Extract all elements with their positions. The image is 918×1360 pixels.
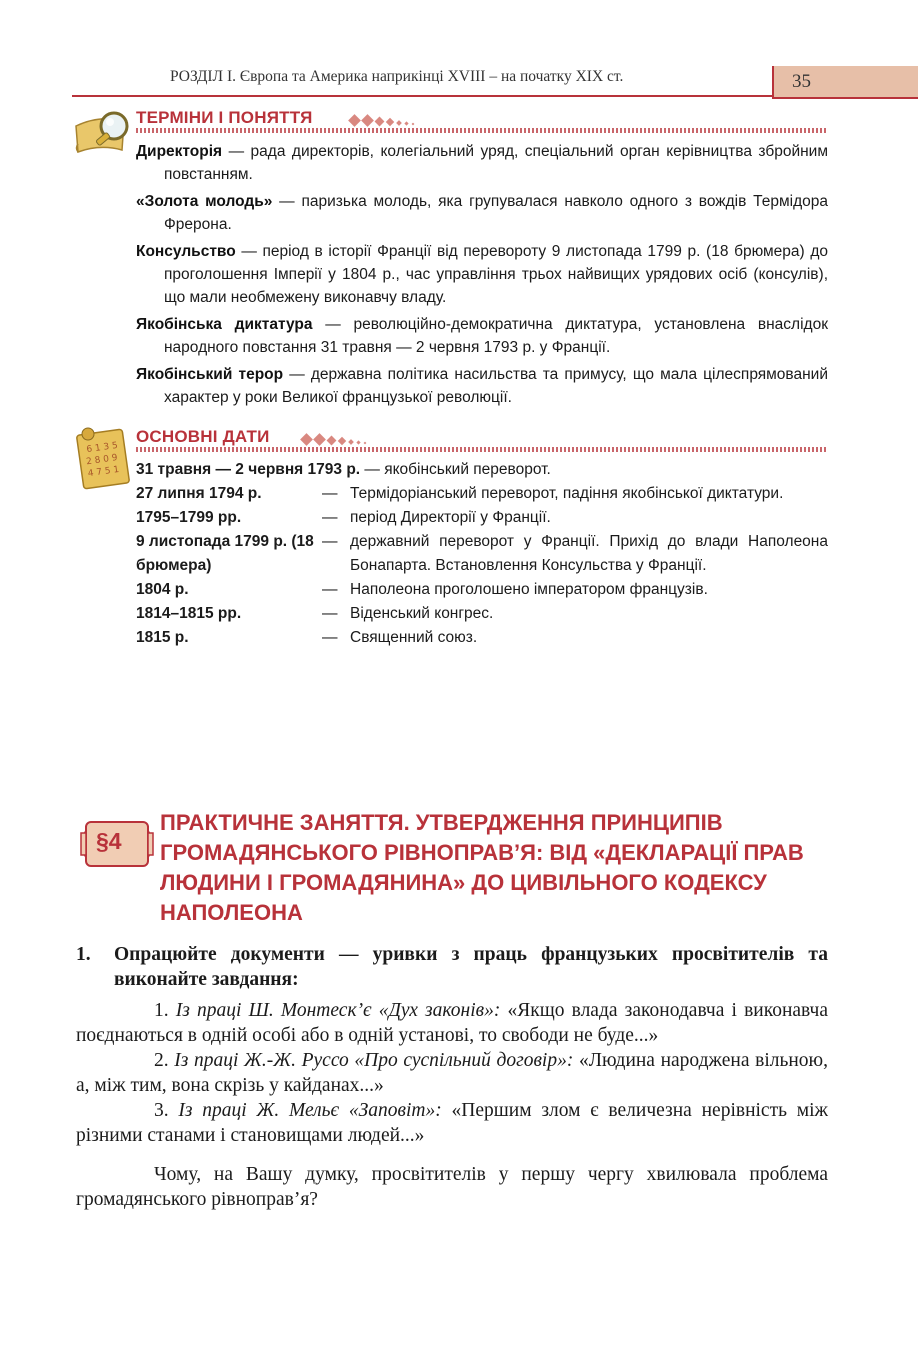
quote-number: 2. — [154, 1050, 175, 1071]
term-definition: — рада директорів, колегіальний уряд, спеціальний орган керівництва збройним повстанням. — [164, 143, 828, 183]
page-number-tab — [772, 66, 918, 99]
term-item — [136, 190, 828, 236]
date-event: — якобінський переворот. — [360, 461, 551, 478]
date-label: 1795–1799 рр. — [136, 509, 242, 526]
quote-source: Із праці Ш. Монтеск’є «Дух законів»: — [175, 1000, 501, 1021]
header-rule — [72, 95, 772, 97]
terms-rule — [136, 128, 828, 133]
quote-number: 1. — [154, 1000, 176, 1021]
quote-text: «Якщо влада законодавча і виконавча поєднаються в одній особі або в одній установі, то свободи не буде...» — [76, 1000, 828, 1046]
quote-item — [76, 1048, 828, 1098]
paragraph-number: §4 — [96, 828, 122, 854]
date-label: 1814–1815 рр. — [136, 605, 242, 622]
terms-list — [136, 140, 828, 413]
term-name: Якобінський терор — [136, 366, 284, 383]
date-item — [136, 482, 828, 506]
date-dash: — — [322, 533, 338, 550]
running-head: РОЗДІЛ І. Європа та Америка наприкінці XVIII – на початку XIX ст. — [170, 68, 624, 85]
term-definition: — паризька молодь, яка групувалася навколо одного з вождів Термідора Фрерона. — [164, 193, 828, 233]
date-event: Священний союз. — [350, 629, 478, 646]
magnifier-scroll-icon — [72, 108, 134, 161]
term-item — [136, 140, 828, 186]
term-definition: — державна політика насильства та примусу, що мала цілеспрямований характер у роки Великої французької революції. — [164, 366, 828, 406]
term-name: Директорія — [136, 143, 223, 160]
dates-title: ОСНОВНІ ДАТИ — [136, 427, 270, 446]
quote-source: Із праці Ж. Мельє «Заповіт»: — [178, 1100, 442, 1121]
date-label: 31 травня — 2 червня 1793 р. — [136, 461, 361, 478]
task-question: Чому, на Вашу думку, просвітителів у першу чергу хвилювала проблема громадянського рівноправ’я? — [76, 1164, 828, 1210]
date-item — [136, 530, 828, 578]
date-item — [136, 578, 828, 602]
date-item — [136, 458, 828, 482]
date-dash: — — [322, 485, 338, 502]
svg-text:2 8 0 9: 2 8 0 9 — [85, 453, 119, 468]
quote-item — [76, 1098, 828, 1148]
date-event: період Директорії у Франції. — [350, 509, 551, 526]
term-item — [136, 313, 828, 359]
page-number: 35 — [792, 71, 811, 92]
date-label: 1815 р. — [136, 629, 189, 646]
date-dash: — — [322, 509, 338, 526]
date-dash: — — [322, 629, 338, 646]
calendar-numbers-icon — [74, 424, 134, 497]
date-event: Віденський конгрес. — [350, 605, 494, 622]
date-event: Наполеона проголошено імператором французів. — [350, 581, 708, 598]
dates-rule — [136, 447, 828, 452]
term-item — [136, 240, 828, 309]
quote-text: «Першим злом є величезна нерівність між різними станами і становищами людей...» — [76, 1100, 829, 1146]
date-event: державний переворот у Франції. Прихід до влади Наполеона Бонапарта. Встановлення Консульства у Франції. — [350, 533, 828, 574]
quote-item — [76, 998, 828, 1048]
date-label: 1804 р. — [136, 581, 189, 598]
date-item — [136, 626, 828, 650]
task-number: 1. — [76, 944, 91, 965]
svg-text:6 1 3 5: 6 1 3 5 — [85, 440, 119, 456]
task-block — [76, 942, 828, 1232]
term-name: Якобінська диктатура — [136, 316, 313, 333]
task-instruction: Опрацюйте документи — уривки з праць французьких просвітителів та виконайте завдання: — [114, 944, 828, 990]
date-item — [136, 602, 828, 626]
dates-list — [136, 458, 828, 650]
paragraph-badge — [76, 819, 158, 869]
date-label: 9 листопада 1799 р. (18 брюмера) — [136, 533, 314, 574]
terms-title: ТЕРМІНИ І ПОНЯТТЯ — [136, 108, 313, 127]
quote-number: 3. — [154, 1100, 179, 1121]
lesson-title: ПРАКТИЧНЕ ЗАНЯТТЯ. УТВЕРДЖЕННЯ ПРИНЦИПІВ ГРОМАДЯНСЬКОГО РІВНОПРАВ’Я: ВІД «ДЕКЛАРАЦІЇ ПРАВ ЛЮДИНИ І ГРОМАДЯНИНА» ДО ЦИВІЛЬНОГО КОДЕКСУ НАПОЛЕОНА — [160, 810, 804, 925]
term-name: Консульство — [136, 243, 236, 260]
quote-text: «Людина народжена вільною, а, між тим, вона скрізь у кайданах...» — [76, 1050, 828, 1096]
term-definition: — революційно-демократична диктатура, установлена внаслідок народного повстання 31 травня — 2 червня 1793 р. у Франції. — [164, 316, 828, 356]
date-item — [136, 506, 828, 530]
term-name: «Золота молодь» — [136, 193, 273, 210]
date-label: 27 липня 1794 р. — [136, 485, 262, 502]
svg-text:4 7 5 1: 4 7 5 1 — [87, 464, 120, 480]
quote-source: Із праці Ж.-Ж. Руссо «Про суспільний договір»: — [174, 1050, 574, 1071]
term-item — [136, 363, 828, 409]
date-dash: — — [322, 605, 338, 622]
term-definition: — період в історії Франції від перевороту 9 листопада 1799 р. (18 брюмера) до проголошення Імперії у 1804 р., час управління трьох найвищих урядових осіб (консулів), що мали необмежену виконавчу владу. — [164, 243, 828, 306]
date-event: Термідоріанський переворот, падіння якобінської диктатури. — [350, 485, 784, 502]
date-dash: — — [322, 581, 338, 598]
